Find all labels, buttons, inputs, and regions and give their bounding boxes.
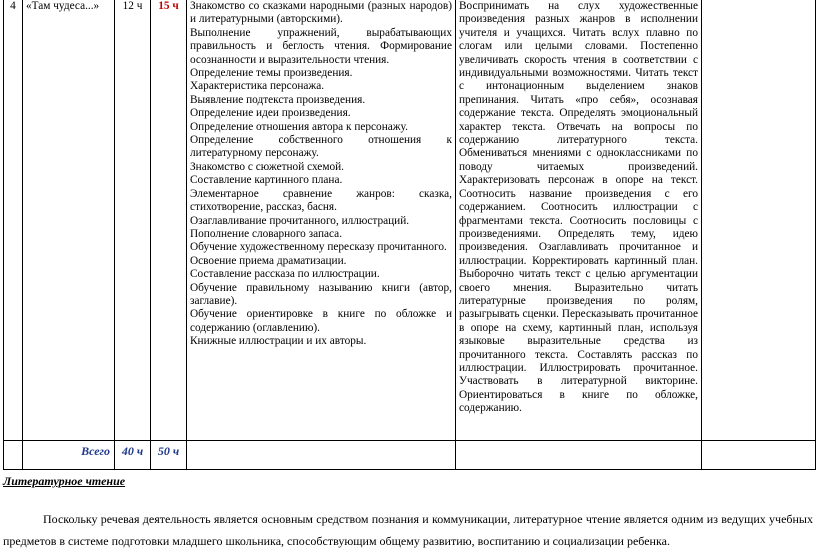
total-hours-alt: 50 ч: [151, 441, 187, 470]
content-item: Знакомство со сказками народными (разных народов) и литературными (авторскими).: [190, 0, 452, 26]
content-item: Определение отношения автора к персонажу.: [190, 120, 408, 133]
content-item: Обучение художественному пересказу прочитанного.: [190, 241, 447, 254]
total-empty-cell: [4, 441, 23, 470]
content-item: Озаглавливание прочитанного, иллюстраций.: [190, 214, 410, 227]
content-item: Выполнение упражнений, вырабатывающих правильность и беглость чтения. Формирование осознанности и выразительности чтения.: [190, 26, 452, 66]
content-item: Пополнение словарного запаса.: [190, 227, 343, 240]
content-item: Характеристика персонажа.: [190, 80, 325, 93]
topic-cell: «Там чудеса...»: [23, 0, 115, 441]
empty-cell: [702, 0, 816, 441]
content-item: Выявление подтекста произведения.: [190, 93, 366, 106]
content-cell: [187, 0, 456, 441]
content-item: Освоение приема драматизации.: [190, 254, 347, 267]
body-paragraph: Поскольку речевая деятельность является основным средством познания и коммуникации, литературное чтение является одним из ведущих учебных предметов в системе подготовки младшего школьника, способствующим общему развитию, воспитанию и социализации ребенка.: [3, 512, 813, 548]
content-item: Обучение ориентировке в книге по обложке и содержанию (оглавлению).: [190, 308, 452, 334]
total-label: Всего: [23, 441, 115, 470]
total-row: [4, 441, 816, 470]
total-hours: 40 ч: [115, 441, 151, 470]
content-item: Определение идеи произведения.: [190, 107, 351, 120]
hours-cell: 12 ч: [115, 0, 151, 441]
content-item: Составление картинного плана.: [190, 174, 343, 187]
content-item: Книжные иллюстрации и их авторы.: [190, 335, 367, 348]
total-empty-cell: [456, 441, 702, 470]
content-item: Определение темы произведения.: [190, 67, 353, 80]
row-number: 4: [4, 0, 23, 441]
section-title: Литературное чтение: [3, 474, 126, 488]
content-item: Определение собственного отношения к литературному персонажу.: [190, 134, 452, 160]
content-item: Элементарное сравнение жанров: сказка, стихотворение, рассказ, басня.: [190, 187, 452, 214]
curriculum-table: [3, 0, 816, 470]
table-row: [4, 0, 816, 441]
content-item: Составление рассказа по иллюстрации.: [190, 268, 380, 281]
total-empty-cell: [187, 441, 456, 470]
hours-alt-cell: 15 ч: [151, 0, 187, 441]
content-item: Знакомство с сюжетной схемой.: [190, 160, 344, 173]
content-item: Обучение правильному называнию книги (автор, заглавие).: [190, 281, 452, 307]
total-empty-cell: [702, 441, 816, 470]
activities-cell: Воспринимать на слух художественные произведения разных жанров в исполнении учителя и учащихся. Читать вслух плавно по слогам или целыми словами. Постепенно увеличивать скорость чтения в соответствии с индивидуальными возможностями. Читать текст с интонационным выделением знаков препинания. Читать «про себя», осознавая содержание текста. Определять эмоциональный характер текста. Отвечать на вопросы по содержанию литературного текста. Обмениваться мнениями с одноклассниками по поводу читаемых произведений. Характеризовать персонаж в опоре на текст. Соотносить название произведения с его содержанием. Соотносить иллюстрации с фрагментами текста. Соотносить пословицы с произведениями. Определять тему, идею произведения. Озаглавливать прочитанное и иллюстрации. Корректировать картинный план. Выборочно читать текст с целью аргументации своего мнения. Выразительно читать литературные произведения по ролям, разыгрывать сценки. Пересказывать прочитанное в опоре на схему, картинный план, используя языковые выразительные средства из прочитанного текста. Составлять рассказ по иллюстрации. Иллюстрировать прочитанное. Участвовать в литературной викторине. Ориентироваться в книге по обложке, содержанию.: [456, 0, 702, 441]
